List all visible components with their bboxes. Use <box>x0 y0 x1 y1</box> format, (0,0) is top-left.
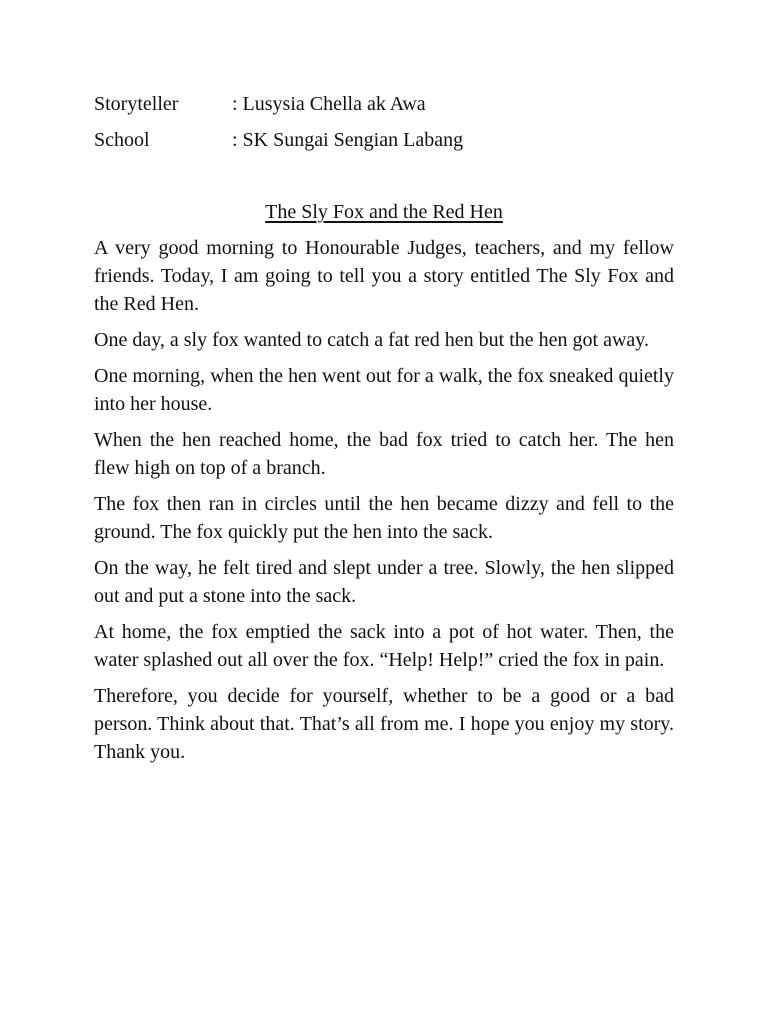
paragraph-fox-circles: The fox then ran in circles until the hen became dizzy and fell to the ground. The fox quickly put the hen into the sack. <box>94 493 674 543</box>
paragraph-conclusion: Therefore, you decide for yourself, whether to be a good or a bad person. Think about that. That’s all from me. I hope you enjoy my story. Thank you. <box>94 685 674 763</box>
school-label: School <box>94 129 150 151</box>
school-name: : SK Sungai Sengian Labang <box>232 129 464 151</box>
storyteller-label: Storyteller <box>94 93 179 115</box>
storyteller-info <box>94 86 694 158</box>
paragraph-hen-walk: One morning, when the hen went out for a walk, the fox sneaked quietly into her house. <box>94 365 674 415</box>
paragraph-sly-fox: One day, a sly fox wanted to catch a fat red hen but the hen got away. <box>94 329 649 351</box>
paragraph-greeting: A very good morning to Honourable Judges, teachers, and my fellow friends. Today, I am going to tell you a story entitled The Sly Fox and the Red Hen. <box>94 237 674 315</box>
paragraph-hot-water: At home, the fox emptied the sack into a pot of hot water. Then, the water splashed out all over the fox. “Help! Help!” cried the fox in pain. <box>94 621 674 671</box>
story-title <box>0 198 768 226</box>
paragraph-on-the-way: On the way, he felt tired and slept under a tree. Slowly, the hen slipped out and put a stone into the sack. <box>94 557 674 607</box>
school-row <box>94 122 694 158</box>
storyteller-name: : Lusysia Chella ak Awa <box>232 93 426 115</box>
story-body <box>94 234 674 774</box>
story-title-text: The Sly Fox and the Red Hen <box>265 201 503 223</box>
storyteller-row <box>94 86 694 122</box>
paragraph-hen-home: When the hen reached home, the bad fox tried to catch her. The hen flew high on top of a branch. <box>94 429 674 479</box>
